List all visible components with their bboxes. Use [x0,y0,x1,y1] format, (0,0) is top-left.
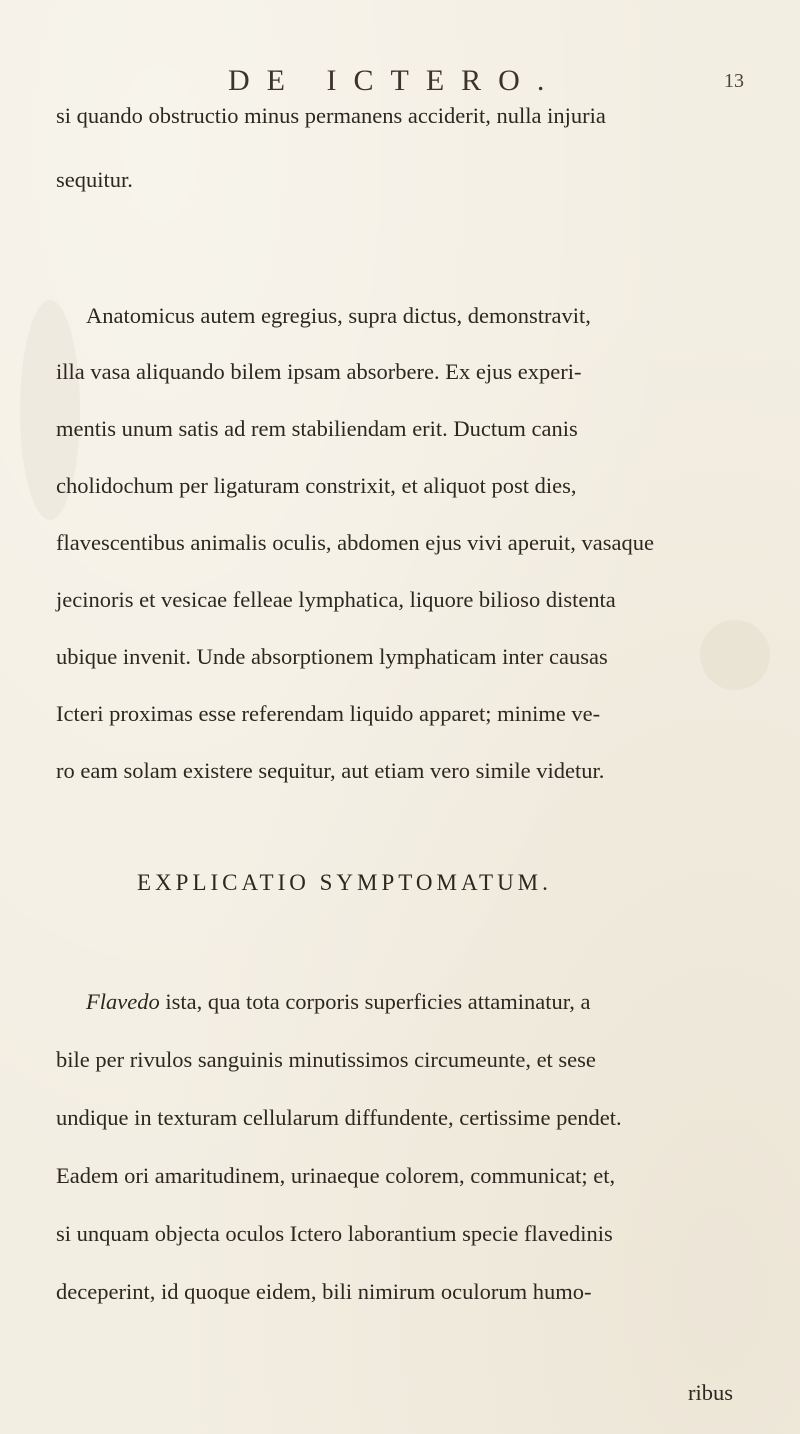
text-line: ro eam solam existere sequitur, aut etiam vero simile videtur. [56,758,605,783]
line-text: undique in texturam cellularum diffundente, certissime pendet. [56,1105,622,1130]
text-line [56,1162,615,1190]
text-line: si quando obstructio minus permanens acciderit, nulla injuria [56,103,606,128]
page-number: 13 [724,70,744,92]
text-line: ubique invenit. Unde absorptionem lymphaticam inter causas [56,644,608,669]
line-text: ista, qua tota corporis superficies attaminatur, a [159,989,591,1014]
text-line [56,1104,622,1132]
text-line: jecinoris et vesicae felleae lymphatica, liquore bilioso distenta [56,587,616,612]
line-text: bile per rivulos sanguinis minutissimos circumeunte, et sese [56,1047,596,1072]
text-line: Anatomicus autem egregius, supra dictus, demonstravit, [86,303,591,328]
section-heading: EXPLICATIO SYMPTOMATUM. [137,870,552,895]
text-line [56,1046,596,1074]
line-text: Eadem ori amaritudinem, urinaeque colorem, communicat; et, [56,1163,616,1188]
text-line: mentis unum satis ad rem stabiliendam erit. Ductum canis [56,416,578,441]
line-text: deceperint, id quoque eidem, bili nimirum oculorum humo- [56,1279,592,1304]
text-line: flavescentibus animalis oculis, abdomen ejus vivi aperuit, vasaque [56,530,654,555]
text-line [56,1220,613,1248]
text-line [86,988,591,1016]
text-line: illa vasa aliquando bilem ipsam absorbere. Ex ejus experi- [56,359,582,384]
text-line: sequitur. [56,167,133,192]
paper-stain [700,620,770,690]
text-line: Icteri proximas esse referendam liquido apparet; minime ve- [56,701,601,726]
running-title: DE ICTERO. [228,64,562,97]
catchword: ribus [688,1380,733,1405]
text-line: cholidochum per ligaturam constrixit, et aliquot post dies, [56,473,577,498]
italic-lead-word: Flavedo [86,989,160,1014]
text-line [56,1278,592,1306]
line-text: si unquam objecta oculos Ictero laborantium specie flavedinis [56,1221,613,1246]
